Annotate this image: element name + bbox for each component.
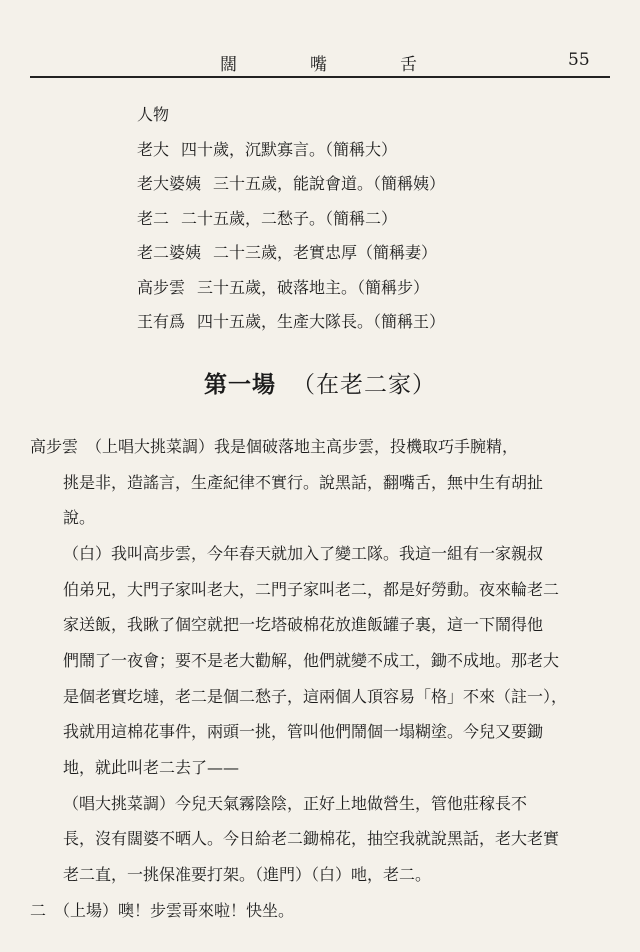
script-line: 高步雲 （上唱大挑菜調）我是個破落地主高步雲，投機取巧手腕精，	[30, 437, 519, 456]
script-line: 長，沒有闊婆不晒人。今日給老二鋤棉花，抽空我就說黑話，老大老實	[63, 829, 560, 848]
script-line: 我就用這棉花事件，兩頭一挑，管叫他們鬧個一塌糊塗。今兒又要鋤	[63, 722, 544, 741]
cast-member	[137, 167, 445, 202]
script-line: 家送飯，我瞅了個空就把一圪塔破棉花放進飯罐子裏，這一下鬧得他	[63, 615, 544, 634]
cast-member-name: 老二婆姨	[137, 243, 202, 262]
cast-heading: 人物	[137, 105, 170, 124]
script-line: 是個老實圪墶，老二是個二愁子，這兩個人頂容易「格」不來（註一），	[63, 687, 568, 706]
cast-member	[137, 271, 445, 306]
cast-member-desc: 四十歲，沉默寡言。（簡稱大）	[181, 139, 398, 159]
header-title-char-3: 舌	[400, 55, 417, 75]
cast-member-desc: 二十三歲，老實忠厚（簡稱妻）	[213, 243, 438, 262]
cast-member	[137, 236, 445, 271]
script-line: 挑是非，造謠言，生產紀律不實行。說黑話，翻嘴舌，無中生有胡扯	[63, 473, 544, 492]
cast-member-name: 高步雲	[137, 277, 186, 297]
scene-location: （在老二家）	[292, 372, 436, 398]
cast-member-name: 老大婆姨	[137, 174, 202, 193]
cast-member	[137, 202, 445, 237]
cast-member	[137, 133, 445, 168]
scene-title: 第一場	[204, 371, 276, 398]
header-title-char-1: 闊	[220, 55, 237, 75]
script-line: （唱大挑菜調）今兒天氣霧陰陰，正好上地做營生，管他莊稼長不	[63, 794, 528, 813]
cast-member-desc: 三十五歲，破落地主。（簡稱步）	[197, 277, 430, 297]
script-line: 二 （上場）噢！步雲哥來啦！快坐。	[30, 901, 295, 920]
scene-heading	[0, 366, 640, 399]
page-number: 55	[568, 50, 590, 70]
script-line: 老二直，一挑保准要打架。（進門）（白）吔，老二。	[63, 865, 432, 884]
cast-list	[137, 98, 445, 340]
script-line: 們鬧了一夜會；要不是老大勸解，他們就變不成工，鋤不成地。那老大	[63, 651, 560, 670]
header-title-char-2: 嘴	[310, 55, 327, 75]
cast-member-name: 王有爲	[137, 312, 186, 331]
script-line: 地，就此叫老二去了——	[63, 758, 240, 777]
script-line: （白）我叫高步雲，今年春天就加入了變工隊。我這一組有一家親叔	[63, 544, 544, 563]
script-line: 說。	[63, 508, 96, 527]
cast-member-name: 老二	[137, 208, 170, 228]
running-header	[30, 40, 610, 78]
cast-member-desc: 二十五歲，二愁子。（簡稱二）	[181, 208, 398, 228]
cast-member-name: 老大	[137, 139, 170, 159]
cast-member-desc: 四十五歲，生產大隊長。（簡稱王）	[197, 312, 446, 331]
cast-member-desc: 三十五歲，能說會道。（簡稱姨）	[213, 174, 446, 193]
cast-member	[137, 305, 445, 340]
script-line: 伯弟兄，大門子家叫老大，二門子家叫老二，都是好勞動。夜來輪老二	[63, 580, 560, 599]
